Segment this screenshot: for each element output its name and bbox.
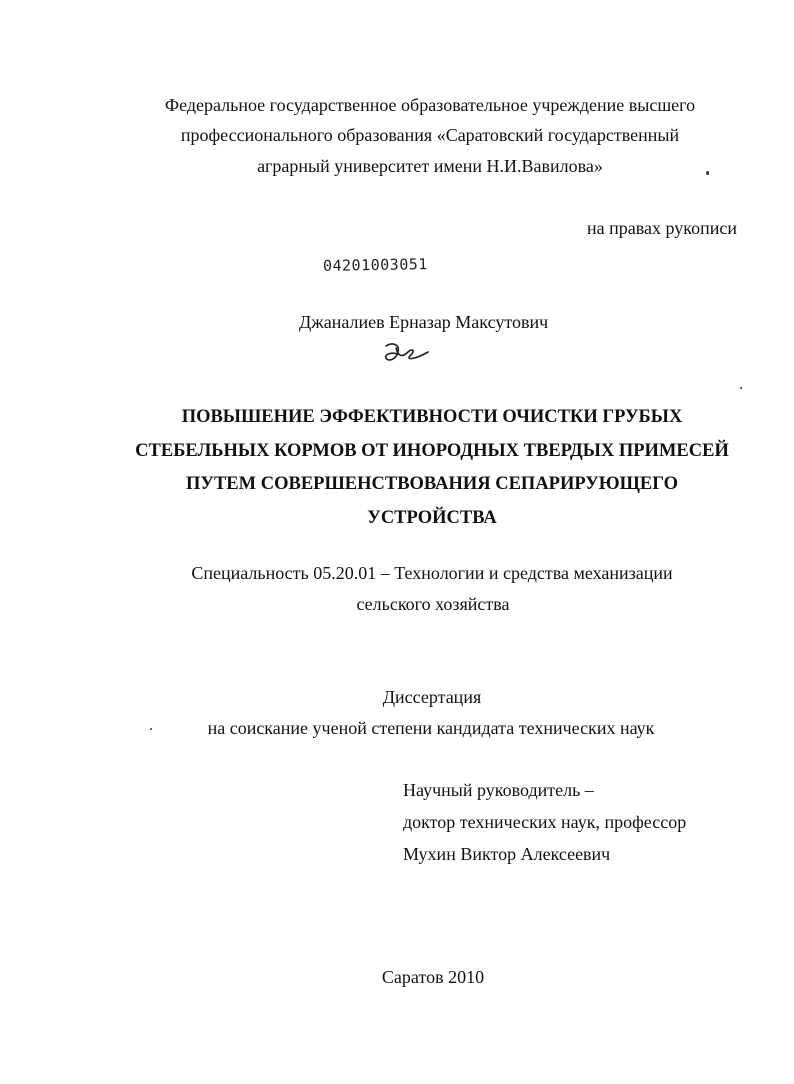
dissertation-heading: Диссертация bbox=[382, 687, 482, 707]
institution-line-3: аграрный университет имени Н.И.Вавилова» bbox=[257, 156, 603, 176]
supervisor-role: Научный руководитель – bbox=[403, 780, 594, 800]
manuscript-note: на правах рукописи bbox=[587, 218, 737, 238]
degree-line: на соискание ученой степени кандидата технических наук bbox=[207, 718, 655, 738]
institution-line-2: профессионального образования «Саратовский государственный bbox=[180, 125, 680, 145]
title-line-1: ПОВЫШЕНИЕ ЭФФЕКТИВНОСТИ ОЧИСТКИ ГРУБЫХ bbox=[181, 407, 683, 427]
signature-mark bbox=[382, 340, 432, 366]
scan-speck bbox=[706, 171, 709, 175]
dissertation-title bbox=[0, 401, 794, 535]
title-line-4: УСТРОЙСТВА bbox=[367, 507, 497, 528]
institution-line-1: Федеральное государственное образовательное учреждение высшего bbox=[164, 95, 696, 115]
author-name: Джаналиев Ерназар Максутович bbox=[299, 312, 549, 332]
supervisor-name: Мухин Виктор Алексеевич bbox=[403, 844, 611, 864]
scan-speck bbox=[150, 728, 152, 730]
supervisor-credentials: доктор технических наук, профессор bbox=[403, 812, 687, 832]
title-line-2: СТЕБЕЛЬНЫХ КОРМОВ ОТ ИНОРОДНЫХ ТВЕРДЫХ ПРИМЕСЕЙ bbox=[135, 440, 729, 461]
title-line-3: ПУТЕМ СОВЕРШЕНСТВОВАНИЯ СЕПАРИРУЮЩЕГО bbox=[186, 474, 678, 494]
scan-speck bbox=[740, 387, 742, 389]
specialty-line-1: Специальность 05.20.01 – Технологии и средства механизации bbox=[191, 563, 673, 583]
footer-city-year: Саратов 2010 bbox=[381, 967, 485, 987]
specialty-line-2: сельского хозяйства bbox=[356, 594, 510, 614]
registration-number: 04201003051 bbox=[322, 255, 428, 275]
